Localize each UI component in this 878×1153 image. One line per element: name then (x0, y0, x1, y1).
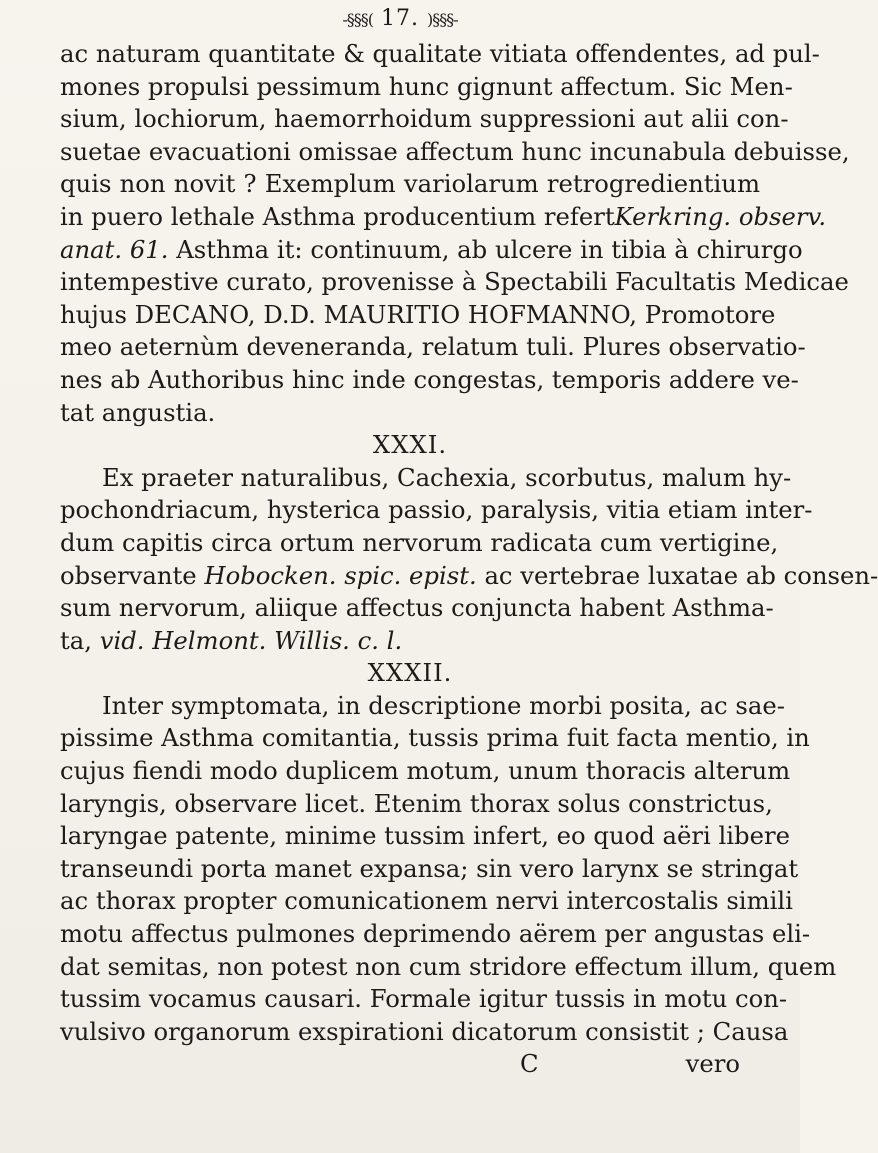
text-line: ac naturam quantitate & qualitate vitiata offendentes, ad pul- (60, 39, 820, 68)
text-line: pissime Asthma comitantia, tussis prima fuit facta mentio, in (60, 723, 810, 753)
text-line: dat semitas, non potest non cum stridore effectum illum, quem (60, 951, 837, 981)
text-line: motu affectus pulmones deprimendo aërem per angustas eli- (60, 919, 811, 949)
text-line: nes ab Authoribus hinc inde congestas, temporis addere ve- (60, 364, 799, 394)
text-line: cujus fiendi modo duplicem motum, unum thoracis alterum (60, 756, 791, 786)
text-line: laryngae patente, minime tussim infert, eo quod aëri libere (60, 821, 790, 851)
ornament-left: -§§§( (342, 10, 373, 29)
signature-mark: C (520, 1049, 539, 1079)
body-text (60, 38, 878, 1081)
text-line: transeundi porta manet expansa; sin vero larynx se stringat (60, 853, 799, 883)
catchword-line (60, 1048, 760, 1081)
text-line: tussim vocamus causari. Formale igitur tussis in motu con- (60, 984, 788, 1014)
text-line: intempestive curato, provenisse à Spectabili Facultatis Medicae (60, 267, 849, 297)
text-line: vulsivo organorum exspirationi dicatorum consistit ; Causa (60, 1016, 789, 1046)
text-line: Inter symptomata, in descriptione morbi posita, ac sae- (102, 690, 785, 720)
text-line: hujus DECANO, D.D. MAURITIO HOFMANNO, Promotore (60, 299, 776, 329)
text-line: laryngis, observare licet. Etenim thorax solus constrictus, (60, 788, 773, 818)
text-line: Ex praeter naturalibus, Cachexia, scorbutus, malum hy- (102, 462, 792, 492)
text-line: ta, vid. Helmont. Willis. c. l. (60, 625, 403, 655)
page-header (0, 6, 800, 31)
catchword: vero (685, 1049, 740, 1079)
text-line: quis non novit ? Exemplum variolarum retrogredientium (60, 169, 760, 199)
text-line: meo aeternùm deveneranda, relatum tuli. Plures observatio- (60, 332, 806, 362)
text-line: tat angustia. (60, 397, 216, 427)
text-line: mones propulsi pessimum hunc gignunt affectum. Sic Men- (60, 71, 793, 101)
text-line: sum nervorum, aliique affectus conjuncta habent Asthma- (60, 593, 774, 623)
citation-hobocken: Hobocken. spic. epist. (204, 560, 477, 590)
text-line: sium, lochiorum, haemorrhoidum suppressioni aut alii con- (60, 104, 789, 134)
section-number: XXXII. (367, 658, 453, 688)
text-line: in puero lethale Asthma producentium refertKerkring. observ. (60, 201, 827, 231)
text-line: pochondriacum, hysterica passio, paralysis, vitia etiam inter- (60, 495, 813, 525)
text-line: ac thorax propter comunicationem nervi intercostalis simili (60, 886, 793, 916)
text-line: dum capitis circa ortum nervorum radicata cum vertigine, (60, 527, 779, 557)
ornament-right: )§§§- (427, 10, 458, 29)
text-line: anat. 61. Asthma it: continuum, ab ulcere in tibia à chirurgo (60, 234, 803, 264)
citation-kerkring: Kerkring. observ. (614, 201, 827, 231)
page-number: 17. (381, 6, 419, 31)
text-line: observante Hobocken. spic. epist. ac vertebrae luxatae ab consen- (60, 560, 878, 590)
section-number: XXXI. (372, 430, 448, 460)
citation-anat: anat. 61. (60, 234, 169, 264)
text-line: suetae evacuationi omissae affectum hunc incunabula debuisse, (60, 136, 850, 166)
citation-helmont: vid. Helmont. Willis. c. l. (99, 625, 403, 655)
